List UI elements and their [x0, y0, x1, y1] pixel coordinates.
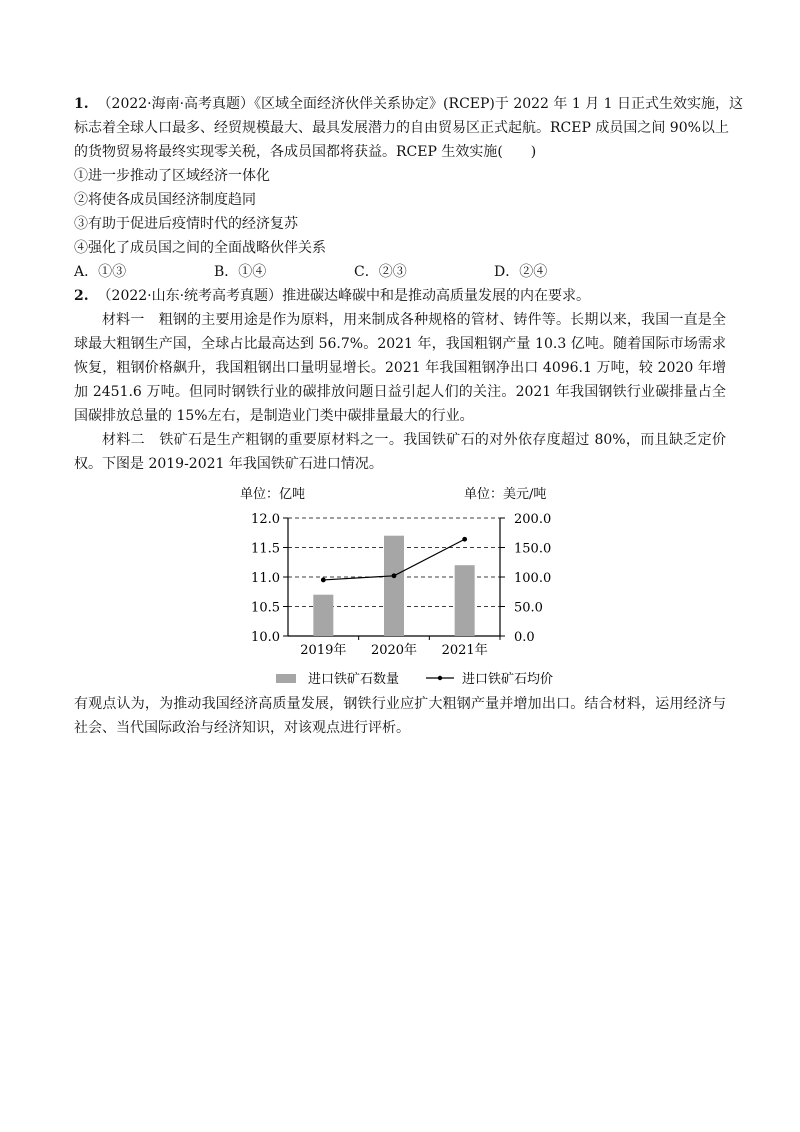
q1-option-c[interactable]: C．②③ [354, 264, 407, 280]
right-tick-label: 150.0 [514, 541, 552, 557]
legend-bar-label: 进口铁矿石数量 [308, 672, 400, 687]
right-tick-label: 200.0 [514, 512, 552, 527]
q1-item: ①进一步推动了区域经济一体化 [74, 168, 270, 184]
q1-line2: 标志着全球人口最多、经贸规模最大、最具发展潜力的自由贸易区正式起航。RCEP 成员国之间 90%以上 [74, 120, 729, 136]
q2-stem: 推进碳达峰碳中和是推动高质量发展的内在要求。 [282, 288, 591, 304]
plot-area [251, 512, 551, 658]
left-tick-label: 10.0 [251, 630, 280, 645]
q1-item: ②将使各成员国经济制度趋同 [74, 192, 256, 208]
left-axis-unit-label: 单位：亿吨 [240, 487, 306, 502]
q2-header [74, 284, 726, 308]
q2-material-2: 材料二 铁矿石是生产粗钢的重要原材料之一。我国铁矿石的对外依存度超过 80%，而且缺乏定价权。下图是 2019-2021 年我国铁矿石进口情况。 [74, 432, 726, 472]
price-point-2 [392, 573, 397, 578]
q2-source: （2022·山东·统考高考真题） [97, 288, 283, 304]
right-axis-unit-label: 单位：美元/吨 [464, 487, 547, 502]
q1-line3: 的货物贸易将最终实现零关税，各成员国都将获益。RCEP 生效实施( ) [74, 144, 537, 160]
q1-item: ③有助于促进后疫情时代的经济复苏 [74, 216, 298, 232]
q1-option-a[interactable]: A．①③ [74, 264, 127, 280]
q1-option-b[interactable]: B．①④ [214, 264, 267, 280]
q2-number: 2. [74, 288, 89, 304]
q1-item: ④强化了成员国之间的全面战略伙伴关系 [74, 240, 326, 256]
chart-legend [276, 671, 553, 687]
legend-bar-swatch [276, 674, 296, 683]
x-tick-label: 2020年 [370, 643, 418, 658]
legend-line-label: 进口铁矿石均价 [462, 672, 554, 687]
left-tick-label: 11.5 [251, 541, 280, 557]
q1-source: （2022·海南·高考真题） [97, 96, 255, 112]
right-tick-label: 0.0 [514, 630, 535, 645]
x-tick-label: 2021年 [441, 643, 488, 658]
legend-line-marker [438, 676, 442, 680]
left-tick-label: 11.0 [251, 571, 280, 586]
left-tick-label: 10.5 [251, 600, 280, 616]
q1-text-1: 《区域全面经济伙伴关系协定》(RCEP)于 2022 年 1 月 1 日正式生效实施，这 [254, 96, 744, 112]
q2-question: 有观点认为，为推动我国经济高质量发展，钢铁行业应扩大粗钢产量并增加出口。结合材料，运用经济与社会、当代国际政治与经济知识，对该观点进行评析。 [74, 696, 726, 736]
bar-2 [384, 536, 404, 636]
q1-line1 [74, 92, 744, 116]
document-page [74, 92, 744, 740]
x-tick-label: 2019年 [300, 643, 347, 658]
chart-svg [74, 482, 726, 692]
right-tick-label: 50.0 [514, 600, 543, 616]
right-tick-label: 100.0 [514, 571, 552, 586]
price-point-3 [462, 537, 467, 542]
price-point-1 [321, 578, 326, 583]
q2-material-1: 材料一 粗钢的主要用途是作为原料，用来制成各种规格的管材、铸件等。长期以来，我国一直是全球最大粗钢生产国，全球占比最高达到 56.7%。2021 年，我国粗钢产量 10.3 亿吨。随着国际市场需求恢复，粗钢价格飙升，我国粗钢出口量明显增长。2021 年我国粗钢净出口 4096.1 万吨，较 2020 年增加 2451.6 万吨。但同时钢铁行业的碳排放问题日益引起人们的关注。2021 年我国钢铁行业碳排量占全国碳排放总量的 15%左右，是制造业门类中碳排量最大的行业。 [74, 312, 726, 424]
q1-number: 1. [74, 96, 89, 112]
bar-1 [313, 595, 333, 636]
iron-ore-chart [74, 482, 726, 692]
q1-option-d[interactable]: D．②④ [494, 264, 548, 280]
q1-options [74, 260, 726, 284]
bar-3 [455, 565, 475, 636]
left-tick-label: 12.0 [251, 512, 280, 527]
